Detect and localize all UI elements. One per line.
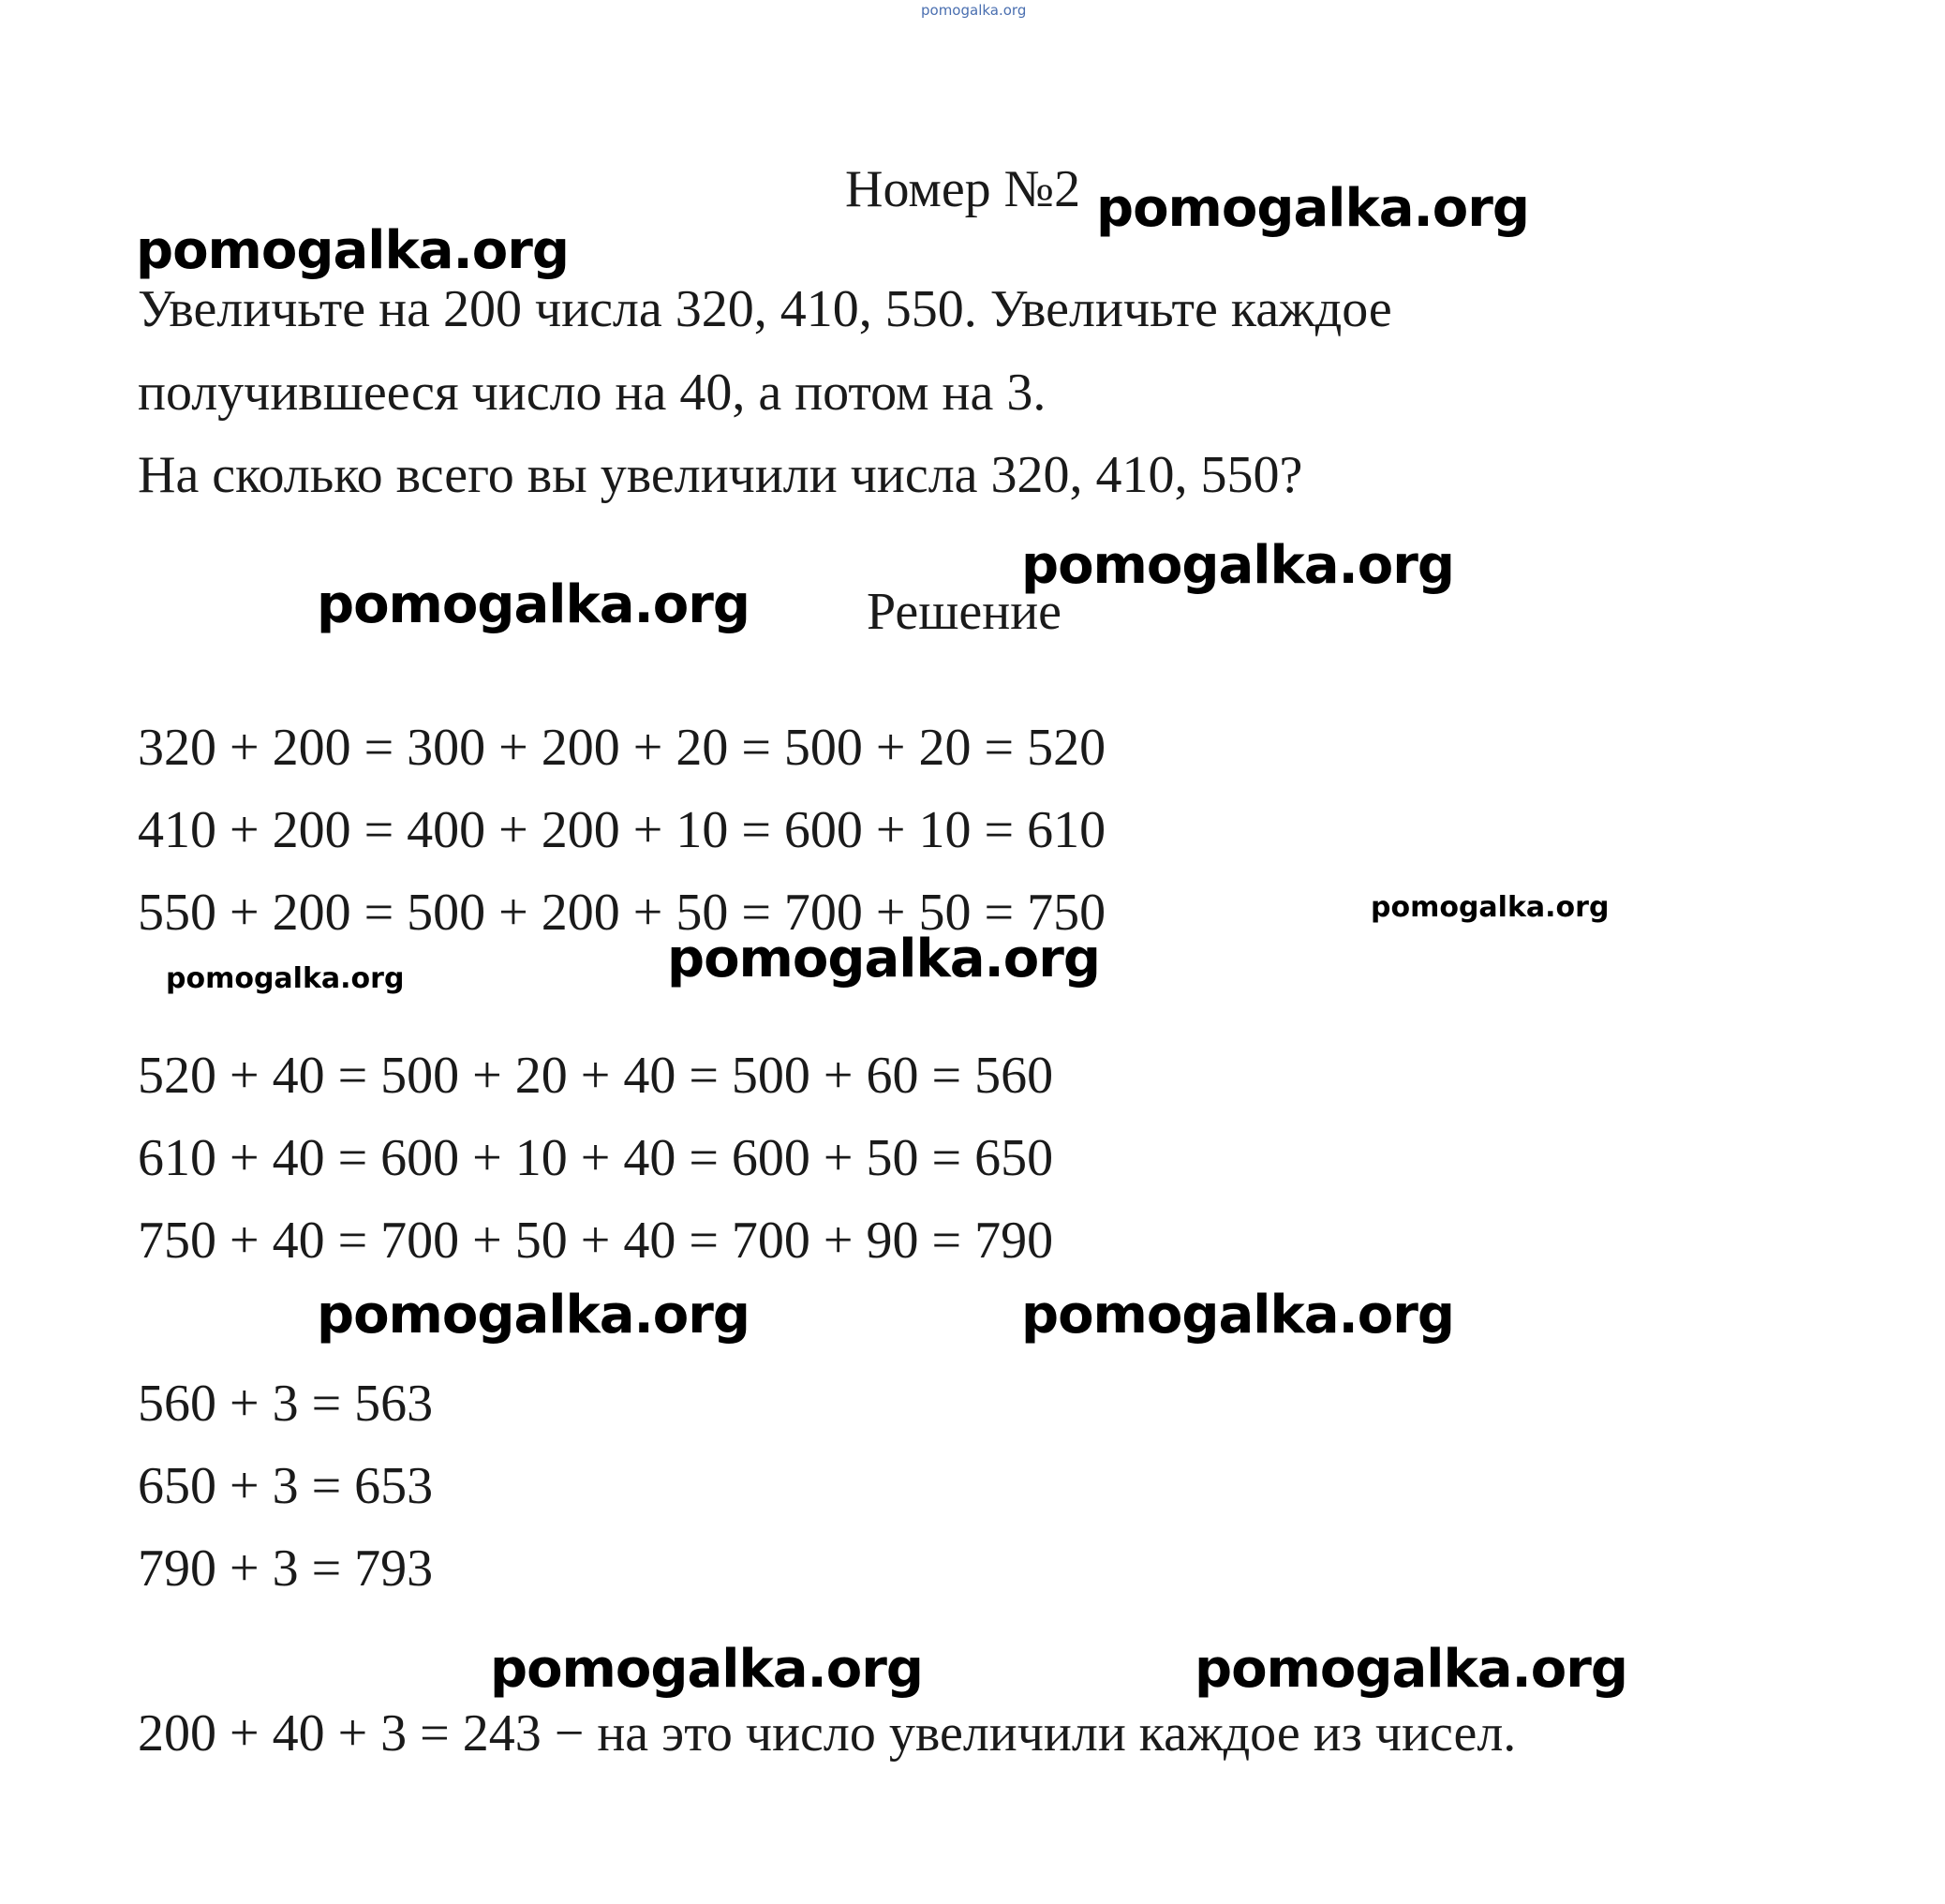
watermark: pomogalka.org bbox=[136, 220, 569, 281]
equation-line: 320 + 200 = 300 + 200 + 20 = 500 + 20 = 520 bbox=[138, 719, 1106, 777]
equation-line: 550 + 200 = 500 + 200 + 50 = 700 + 50 = 750 bbox=[138, 884, 1106, 942]
page-title: Номер №2 bbox=[845, 160, 1081, 218]
watermark: pomogalka.org bbox=[490, 1639, 923, 1700]
watermark: pomogalka.org bbox=[1096, 178, 1529, 239]
watermark: pomogalka.org bbox=[1021, 1285, 1454, 1346]
equation-line: 650 + 3 = 653 bbox=[138, 1457, 434, 1515]
task-line-2: получившееся число на 40, а потом на 3. bbox=[138, 364, 1047, 422]
watermark: pomogalka.org bbox=[667, 929, 1100, 989]
solution-heading: Решение bbox=[867, 583, 1062, 641]
task-line-1: Увеличьте на 200 числа 320, 410, 550. Увеличьте каждое bbox=[138, 280, 1392, 338]
task-line-3: На сколько всего вы увеличили числа 320, 410, 550? bbox=[138, 446, 1303, 504]
equation-line: 610 + 40 = 600 + 10 + 40 = 600 + 50 = 650 bbox=[138, 1129, 1054, 1187]
watermark: pomogalka.org bbox=[166, 962, 405, 995]
equation-line: 790 + 3 = 793 bbox=[138, 1540, 434, 1598]
watermark: pomogalka.org bbox=[1195, 1639, 1627, 1700]
header-watermark: pomogalka.org bbox=[921, 2, 1027, 19]
watermark: pomogalka.org bbox=[317, 574, 750, 635]
answer-line: 200 + 40 + 3 = 243 − на это число увеличили каждое из чисел. bbox=[138, 1704, 1517, 1763]
watermark: pomogalka.org bbox=[317, 1285, 750, 1346]
equation-line: 560 + 3 = 563 bbox=[138, 1375, 434, 1433]
equation-line: 750 + 40 = 700 + 50 + 40 = 700 + 90 = 790 bbox=[138, 1212, 1054, 1270]
equation-line: 410 + 200 = 400 + 200 + 10 = 600 + 10 = 610 bbox=[138, 801, 1106, 859]
watermark: pomogalka.org bbox=[1021, 535, 1454, 596]
watermark: pomogalka.org bbox=[1371, 891, 1610, 924]
equation-line: 520 + 40 = 500 + 20 + 40 = 500 + 60 = 560 bbox=[138, 1047, 1054, 1105]
